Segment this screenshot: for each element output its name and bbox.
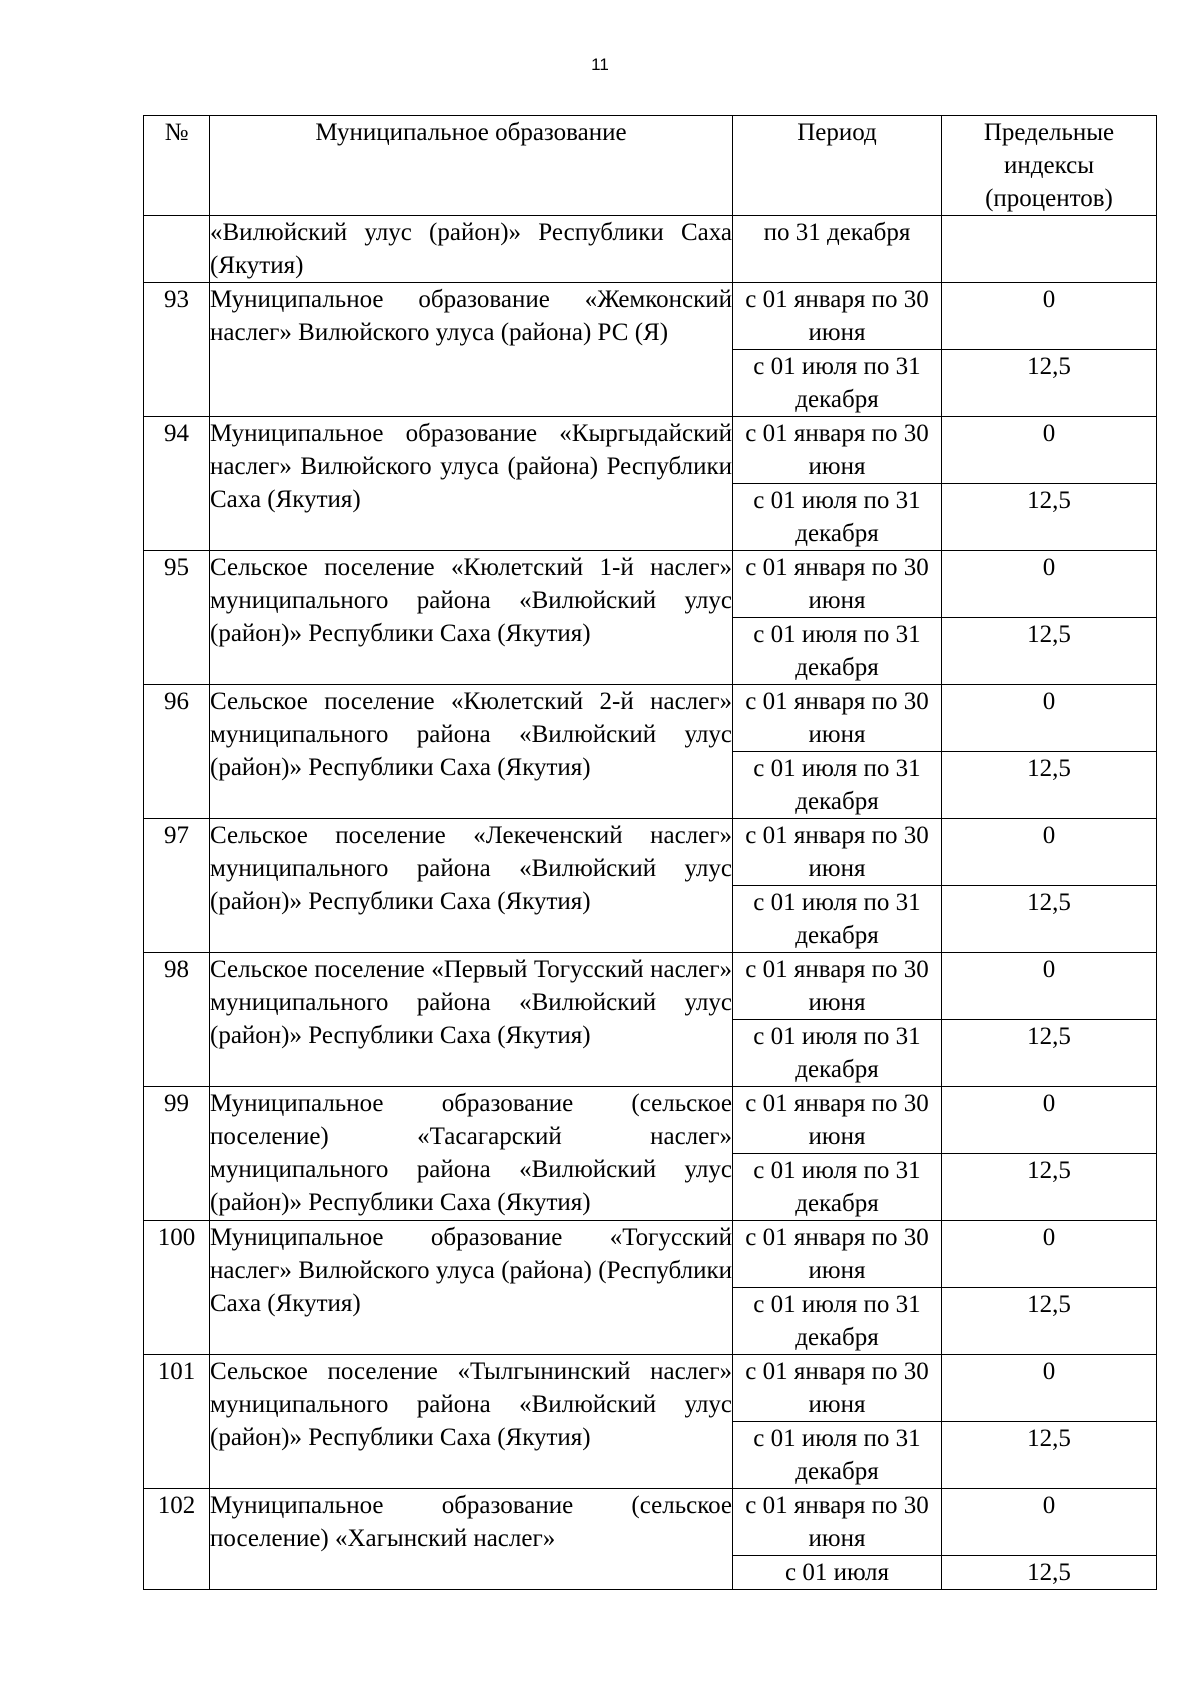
index-value-cell: 12,5	[942, 886, 1157, 953]
index-value-cell: 12,5	[942, 1288, 1157, 1355]
period-cell: с 01 июля по 31 декабря	[733, 484, 942, 551]
continuation-number-cell	[144, 216, 210, 283]
period-cell: с 01 июля по 31 декабря	[733, 752, 942, 819]
period-cell: с 01 января по 30 июня	[733, 685, 942, 752]
municipality-name-cell: Муниципальное образование (сельское поселение) «Хагынский наслег»	[210, 1489, 733, 1590]
index-value-cell: 12,5	[942, 484, 1157, 551]
index-value-cell: 0	[942, 283, 1157, 350]
index-value-cell: 0	[942, 1355, 1157, 1422]
municipality-name-cell: Сельское поселение «Первый Тогусский наслег» муниципального района «Вилюйский улус (район)» Республики Саха (Якутия)	[210, 953, 733, 1087]
index-value-cell: 0	[942, 1489, 1157, 1556]
continuation-period-cell: по 31 декабря	[733, 216, 942, 283]
period-cell: с 01 июля по 31 декабря	[733, 1288, 942, 1355]
header-index: Предельные индексы (процентов)	[942, 116, 1157, 216]
table-row	[144, 1355, 1157, 1422]
index-value-cell: 12,5	[942, 1422, 1157, 1489]
municipality-name-cell: Муниципальное образование «Кыргыдайский наслег» Вилюйского улуса (района) Республики Саха (Якутия)	[210, 417, 733, 551]
period-cell: с 01 июля по 31 декабря	[733, 618, 942, 685]
index-value-cell: 12,5	[942, 1154, 1157, 1221]
table-header-row	[144, 116, 1157, 216]
table-row	[144, 551, 1157, 618]
period-cell: с 01 июля по 31 декабря	[733, 1154, 942, 1221]
municipality-name-cell: Сельское поселение «Кюлетский 1-й наслег» муниципального района «Вилюйский улус (район)» Республики Саха (Якутия)	[210, 551, 733, 685]
municipality-name-cell: Муниципальное образование (сельское поселение) «Тасагарский наслег» муниципального района «Вилюйский улус (район)» Республики Саха (Якутия)	[210, 1087, 733, 1221]
index-value-cell: 0	[942, 685, 1157, 752]
table-row-continuation	[144, 216, 1157, 283]
index-value-cell: 0	[942, 819, 1157, 886]
index-value-cell: 0	[942, 1221, 1157, 1288]
municipality-name-cell: Сельское поселение «Тылгынинский наслег» муниципального района «Вилюйский улус (район)» Республики Саха (Якутия)	[210, 1355, 733, 1489]
period-cell: с 01 января по 30 июня	[733, 1489, 942, 1556]
index-value-cell: 12,5	[942, 618, 1157, 685]
period-cell: с 01 января по 30 июня	[733, 551, 942, 618]
row-number-cell: 102	[144, 1489, 210, 1590]
period-cell: с 01 января по 30 июня	[733, 1087, 942, 1154]
index-value-cell: 12,5	[942, 1020, 1157, 1087]
page-number: 11	[591, 55, 609, 74]
row-number-cell: 97	[144, 819, 210, 953]
row-number-cell: 99	[144, 1087, 210, 1221]
row-number-cell: 96	[144, 685, 210, 819]
table-row	[144, 953, 1157, 1020]
index-value-cell: 0	[942, 551, 1157, 618]
row-number-cell: 94	[144, 417, 210, 551]
index-value-cell: 0	[942, 1087, 1157, 1154]
municipality-name-cell: Муниципальное образование «Жемконский наслег» Вилюйского улуса (района) РС (Я)	[210, 283, 733, 417]
row-number-cell: 101	[144, 1355, 210, 1489]
table-row	[144, 1221, 1157, 1288]
table-row	[144, 685, 1157, 752]
header-municipality: Муниципальное образование	[210, 116, 733, 216]
table-row	[144, 417, 1157, 484]
period-cell: с 01 января по 30 июня	[733, 417, 942, 484]
period-cell: с 01 января по 30 июня	[733, 1221, 942, 1288]
period-cell: с 01 января по 30 июня	[733, 819, 942, 886]
row-number-cell: 95	[144, 551, 210, 685]
table-row	[144, 283, 1157, 350]
period-cell: с 01 января по 30 июня	[733, 1355, 942, 1422]
row-number-cell: 93	[144, 283, 210, 417]
index-value-cell: 12,5	[942, 752, 1157, 819]
period-cell: с 01 января по 30 июня	[733, 283, 942, 350]
table-row	[144, 1087, 1157, 1154]
period-cell: с 01 июля по 31 декабря	[733, 350, 942, 417]
index-value-cell: 12,5	[942, 350, 1157, 417]
continuation-index-cell	[942, 216, 1157, 283]
period-cell: с 01 июля по 31 декабря	[733, 1020, 942, 1087]
indices-table	[143, 115, 1157, 1590]
continuation-name-cell: «Вилюйский улус (район)» Республики Саха (Якутия)	[210, 216, 733, 283]
header-number: №	[144, 116, 210, 216]
row-number-cell: 98	[144, 953, 210, 1087]
table-row	[144, 1489, 1157, 1556]
municipality-name-cell: Сельское поселение «Лекеченский наслег» муниципального района «Вилюйский улус (район)» Республики Саха (Якутия)	[210, 819, 733, 953]
table-row	[144, 819, 1157, 886]
municipality-name-cell: Муниципальное образование «Тогусский наслег» Вилюйского улуса (района) (Республики Саха (Якутия)	[210, 1221, 733, 1355]
municipality-name-cell: Сельское поселение «Кюлетский 2-й наслег» муниципального района «Вилюйский улус (район)» Республики Саха (Якутия)	[210, 685, 733, 819]
header-period: Период	[733, 116, 942, 216]
period-cell: с 01 июля по 31 декабря	[733, 886, 942, 953]
period-cell: с 01 июля	[733, 1556, 942, 1590]
row-number-cell: 100	[144, 1221, 210, 1355]
table-body	[144, 216, 1157, 1590]
index-value-cell: 0	[942, 417, 1157, 484]
period-cell: с 01 января по 30 июня	[733, 953, 942, 1020]
index-value-cell: 12,5	[942, 1556, 1157, 1590]
index-value-cell: 0	[942, 953, 1157, 1020]
period-cell: с 01 июля по 31 декабря	[733, 1422, 942, 1489]
